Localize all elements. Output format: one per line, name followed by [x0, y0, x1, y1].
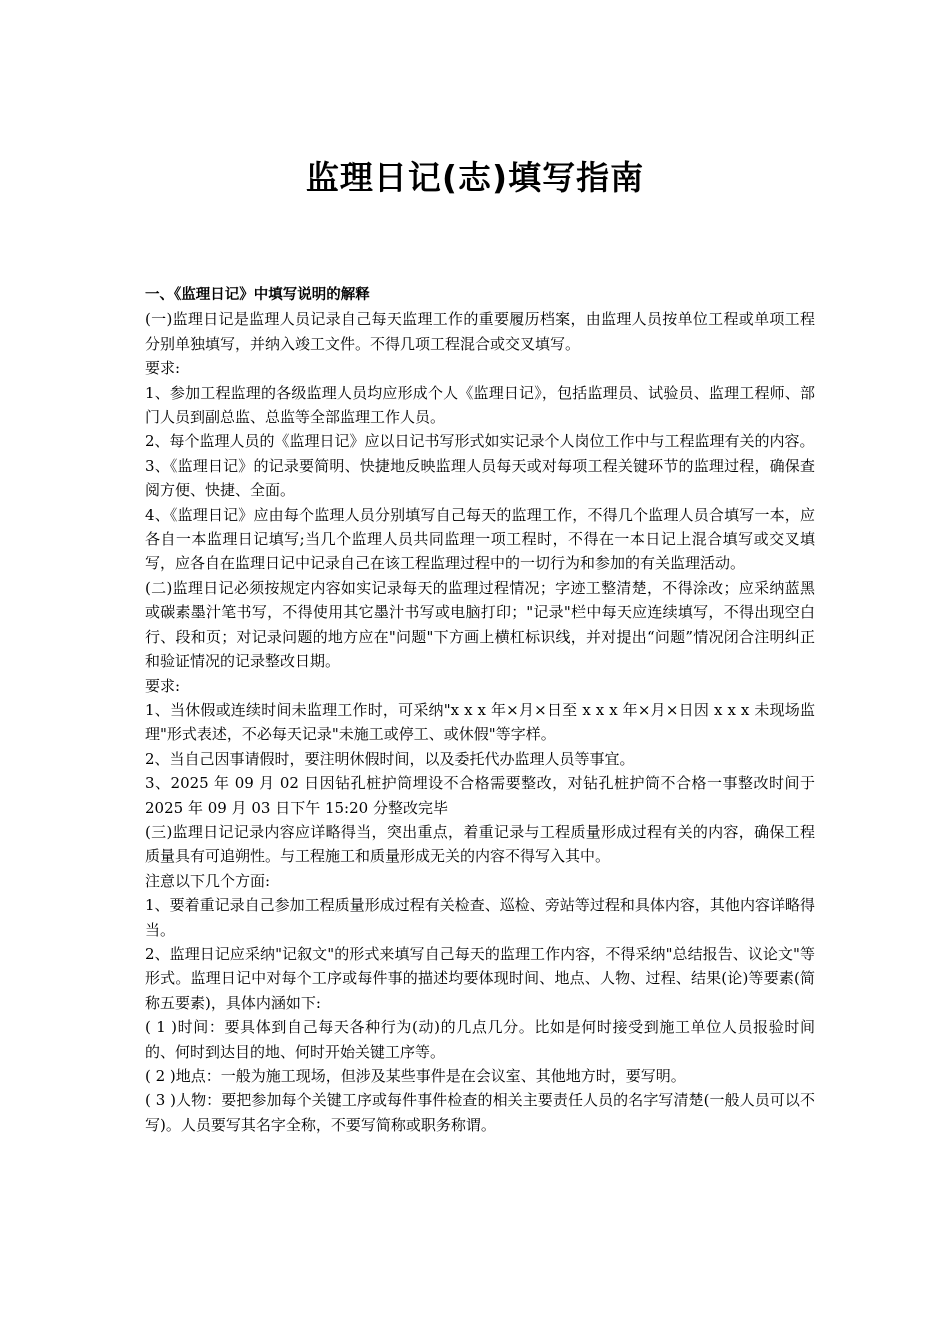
section-heading: 一、《监理日记》中填写说明的解释 — [145, 287, 370, 303]
paragraph: 2、监理日记应采纳"记叙文"的形式来填写自己每天的监理工作内容，不得采纳"总结报告、议论文"等形式。监理日记中对每个工序或每件事的描述均要体现时间、地点、人物、过程、结果(论)等要素(简称五要素)，具体内涵如下: — [145, 944, 815, 1012]
paragraph: ( 1 )时间：要具体到自己每天各种行为(动)的几点几分。比如是何时接受到施工单位人员报验时间的、何时到达目的地、何时开始关键工序等。 — [145, 1018, 815, 1061]
paragraph: 注意以下几个方面: — [145, 871, 271, 890]
paragraph: 1、当休假或连续时间未监理工作时，可采纳"x x x 年×月×日至 x x x 年×月×日因 x x x 未现场监理"形式表述，不必每天记录"未施工或停工、或休假"等字样。 — [145, 700, 815, 744]
paragraph: 1、要着重记录自己参加工程质量形成过程有关检查、巡检、旁站等过程和具体内容，其他内容详略得当。 — [145, 896, 815, 939]
paragraph: 4、《监理日记》应由每个监理人员分别填写自己每天的监理工作，不得几个监理人员合填写一本，应各自一本监理日记填写;当几个监理人员共同监理一项工程时，不得在一本日记上混合填写或交叉填写，应各自在监理日记中记录自己在该工程监理过程中的一切行为和参加的有关监理活动。 — [145, 505, 815, 573]
paragraph: 3、2025 年 09 月 02 日因钻孔桩护筒埋设不合格需要整改，对钻孔桩护筒不合格一事整改时间于 2025 年 09 月 03 日下午 15:20 分整改完毕 — [145, 774, 815, 817]
paragraph: ( 3 )人物：要把参加每个关键工序或每件事件检查的相关主要责任人员的名字写清楚(一般人员可以不写)。人员要写其名字全称，不要写简称或职务称谓。 — [145, 1091, 815, 1134]
paragraph: 3、《监理日记》的记录要简明、快捷地反映监理人员每天或对每项工程关键环节的监理过程，确保查阅方便、快捷、全面。 — [145, 456, 815, 500]
document-body — [145, 283, 815, 1137]
document-title: 监理日记(志)填写指南 — [305, 158, 645, 197]
paragraph: (三)监理日记记录内容应详略得当，突出重点，着重记录与工程质量形成过程有关的内容，确保工程质量具有可追朔性。与工程施工和质量形成无关的内容不得写入其中。 — [145, 822, 815, 866]
paragraph: 1、参加工程监理的各级监理人员均应形成个人《监理日记》，包括监理员、试验员、监理工程师、部门人员到副总监、总监等全部监理工作人员。 — [145, 383, 815, 427]
paragraph: (二)监理日记必须按规定内容如实记录每天的监理过程情况；字迹工整清楚，不得涂改；应采纳蓝黑或碳素墨汁笔书写，不得使用其它墨汁书写或电脑打印；"记录"栏中每天应连续填写，不得出现空白行、段和页；对记录问题的地方应在"问题"下方画上横杠标识线，并对提出“问题”情况闭合注明纠正和验证情况的记录整改日期。 — [145, 578, 815, 671]
paragraph: (一)监理日记是监理人员记录自己每天监理工作的重要履历档案，由监理人员按单位工程或单项工程分别单独填写，并纳入竣工文件。不得几项工程混合或交叉填写。 — [145, 310, 815, 353]
paragraph: 2、当自己因事请假时，要注明休假时间，以及委托代办监理人员等事宜。 — [145, 749, 635, 768]
paragraph: 要求: — [145, 359, 181, 378]
paragraph: ( 2 )地点：一般为施工现场，但涉及某些事件是在会议室、其他地方时，要写明。 — [145, 1067, 686, 1085]
paragraph: 2、每个监理人员的《监理日记》应以日记书写形式如实记录个人岗位工作中与工程监理有关的内容。 — [145, 432, 815, 451]
paragraph: 要求: — [145, 676, 181, 695]
